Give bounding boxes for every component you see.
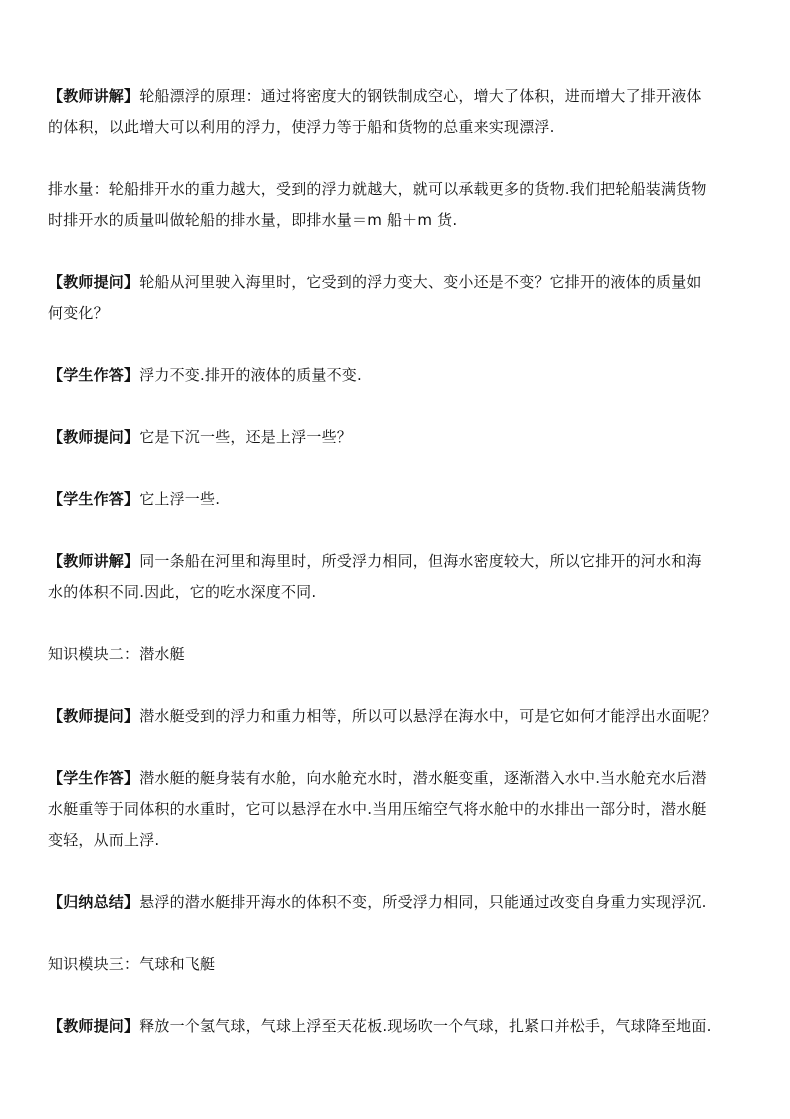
text-line: 排水量：轮船排开水的重力越大，受到的浮力就越大，就可以承载更多的货物.我们把轮船装满货物 — [48, 180, 707, 198]
paragraph — [48, 81, 748, 143]
section-tag: 【教师提问】 — [48, 707, 140, 725]
text-line: 悬浮的潜水艇排开海水的体积不变，所受浮力相同，只能通过改变自身重力实现浮沉. — [139, 893, 707, 911]
text-line: 知识模块二：潜水艇 — [48, 645, 185, 663]
text-line: 变轻，从而上浮. — [48, 831, 160, 849]
paragraph — [48, 174, 748, 236]
text-line: 水艇重等于同体积的水重时，它可以悬浮在水中.当用压缩空气将水舱中的水排出一部分时，潜水艇 — [48, 800, 707, 818]
text-line: 轮船从河里驶入海里时，它受到的浮力变大、变小还是不变？它排开的液体的质量如 — [139, 273, 702, 291]
paragraph — [48, 267, 748, 329]
section-heading — [48, 639, 748, 670]
section-tag: 【教师讲解】 — [48, 552, 140, 570]
text-line: 时排开水的质量叫做轮船的排水量，即排水量＝m 船＋m 货. — [48, 211, 458, 229]
section-tag: 【学生作答】 — [48, 366, 140, 384]
section-tag: 【归纳总结】 — [48, 893, 140, 911]
text-line: 何变化？ — [48, 304, 109, 322]
section-tag: 【教师提问】 — [48, 273, 140, 291]
text-line: 同一条船在河里和海里时，所受浮力相同，但海水密度较大，所以它排开的河水和海 — [139, 552, 702, 570]
text-line: 水的体积不同.因此，它的吃水深度不同. — [48, 583, 317, 601]
text-line: 它上浮一些. — [139, 490, 221, 508]
paragraph — [48, 422, 748, 453]
paragraph — [48, 701, 748, 732]
section-tag: 【学生作答】 — [48, 769, 140, 787]
text-line: 知识模块三：气球和飞艇 — [48, 955, 216, 973]
paragraph — [48, 484, 748, 515]
section-tag: 【教师提问】 — [48, 428, 140, 446]
section-tag: 【教师讲解】 — [48, 87, 140, 105]
section-tag: 【教师提问】 — [48, 1017, 140, 1035]
text-line: 释放一个氢气球，气球上浮至天花板.现场吹一个气球，扎紧口并松手，气球降至地面. — [139, 1017, 712, 1035]
section-heading — [48, 949, 748, 980]
section-tag: 【学生作答】 — [48, 490, 140, 508]
paragraph — [48, 360, 748, 391]
paragraph — [48, 546, 748, 608]
paragraph — [48, 763, 748, 856]
text-line: 它是下沉一些，还是上浮一些？ — [139, 428, 353, 446]
text-line: 轮船漂浮的原理：通过将密度大的钢铁制成空心，增大了体积，进而增大了排开液体 — [139, 87, 702, 105]
text-line: 浮力不变.排开的液体的质量不变. — [139, 366, 362, 384]
text-line: 潜水艇的艇身装有水舱，向水舱充水时，潜水艇变重，逐渐潜入水中.当水舱充水后潜 — [139, 769, 707, 787]
text-line: 潜水艇受到的浮力和重力相等，所以可以悬浮在海水中，可是它如何才能浮出水面呢？ — [139, 707, 717, 725]
paragraph — [48, 887, 748, 918]
text-line: 的体积，以此增大可以利用的浮力，使浮力等于船和货物的总重来实现漂浮. — [48, 118, 555, 136]
paragraph — [48, 1011, 748, 1042]
